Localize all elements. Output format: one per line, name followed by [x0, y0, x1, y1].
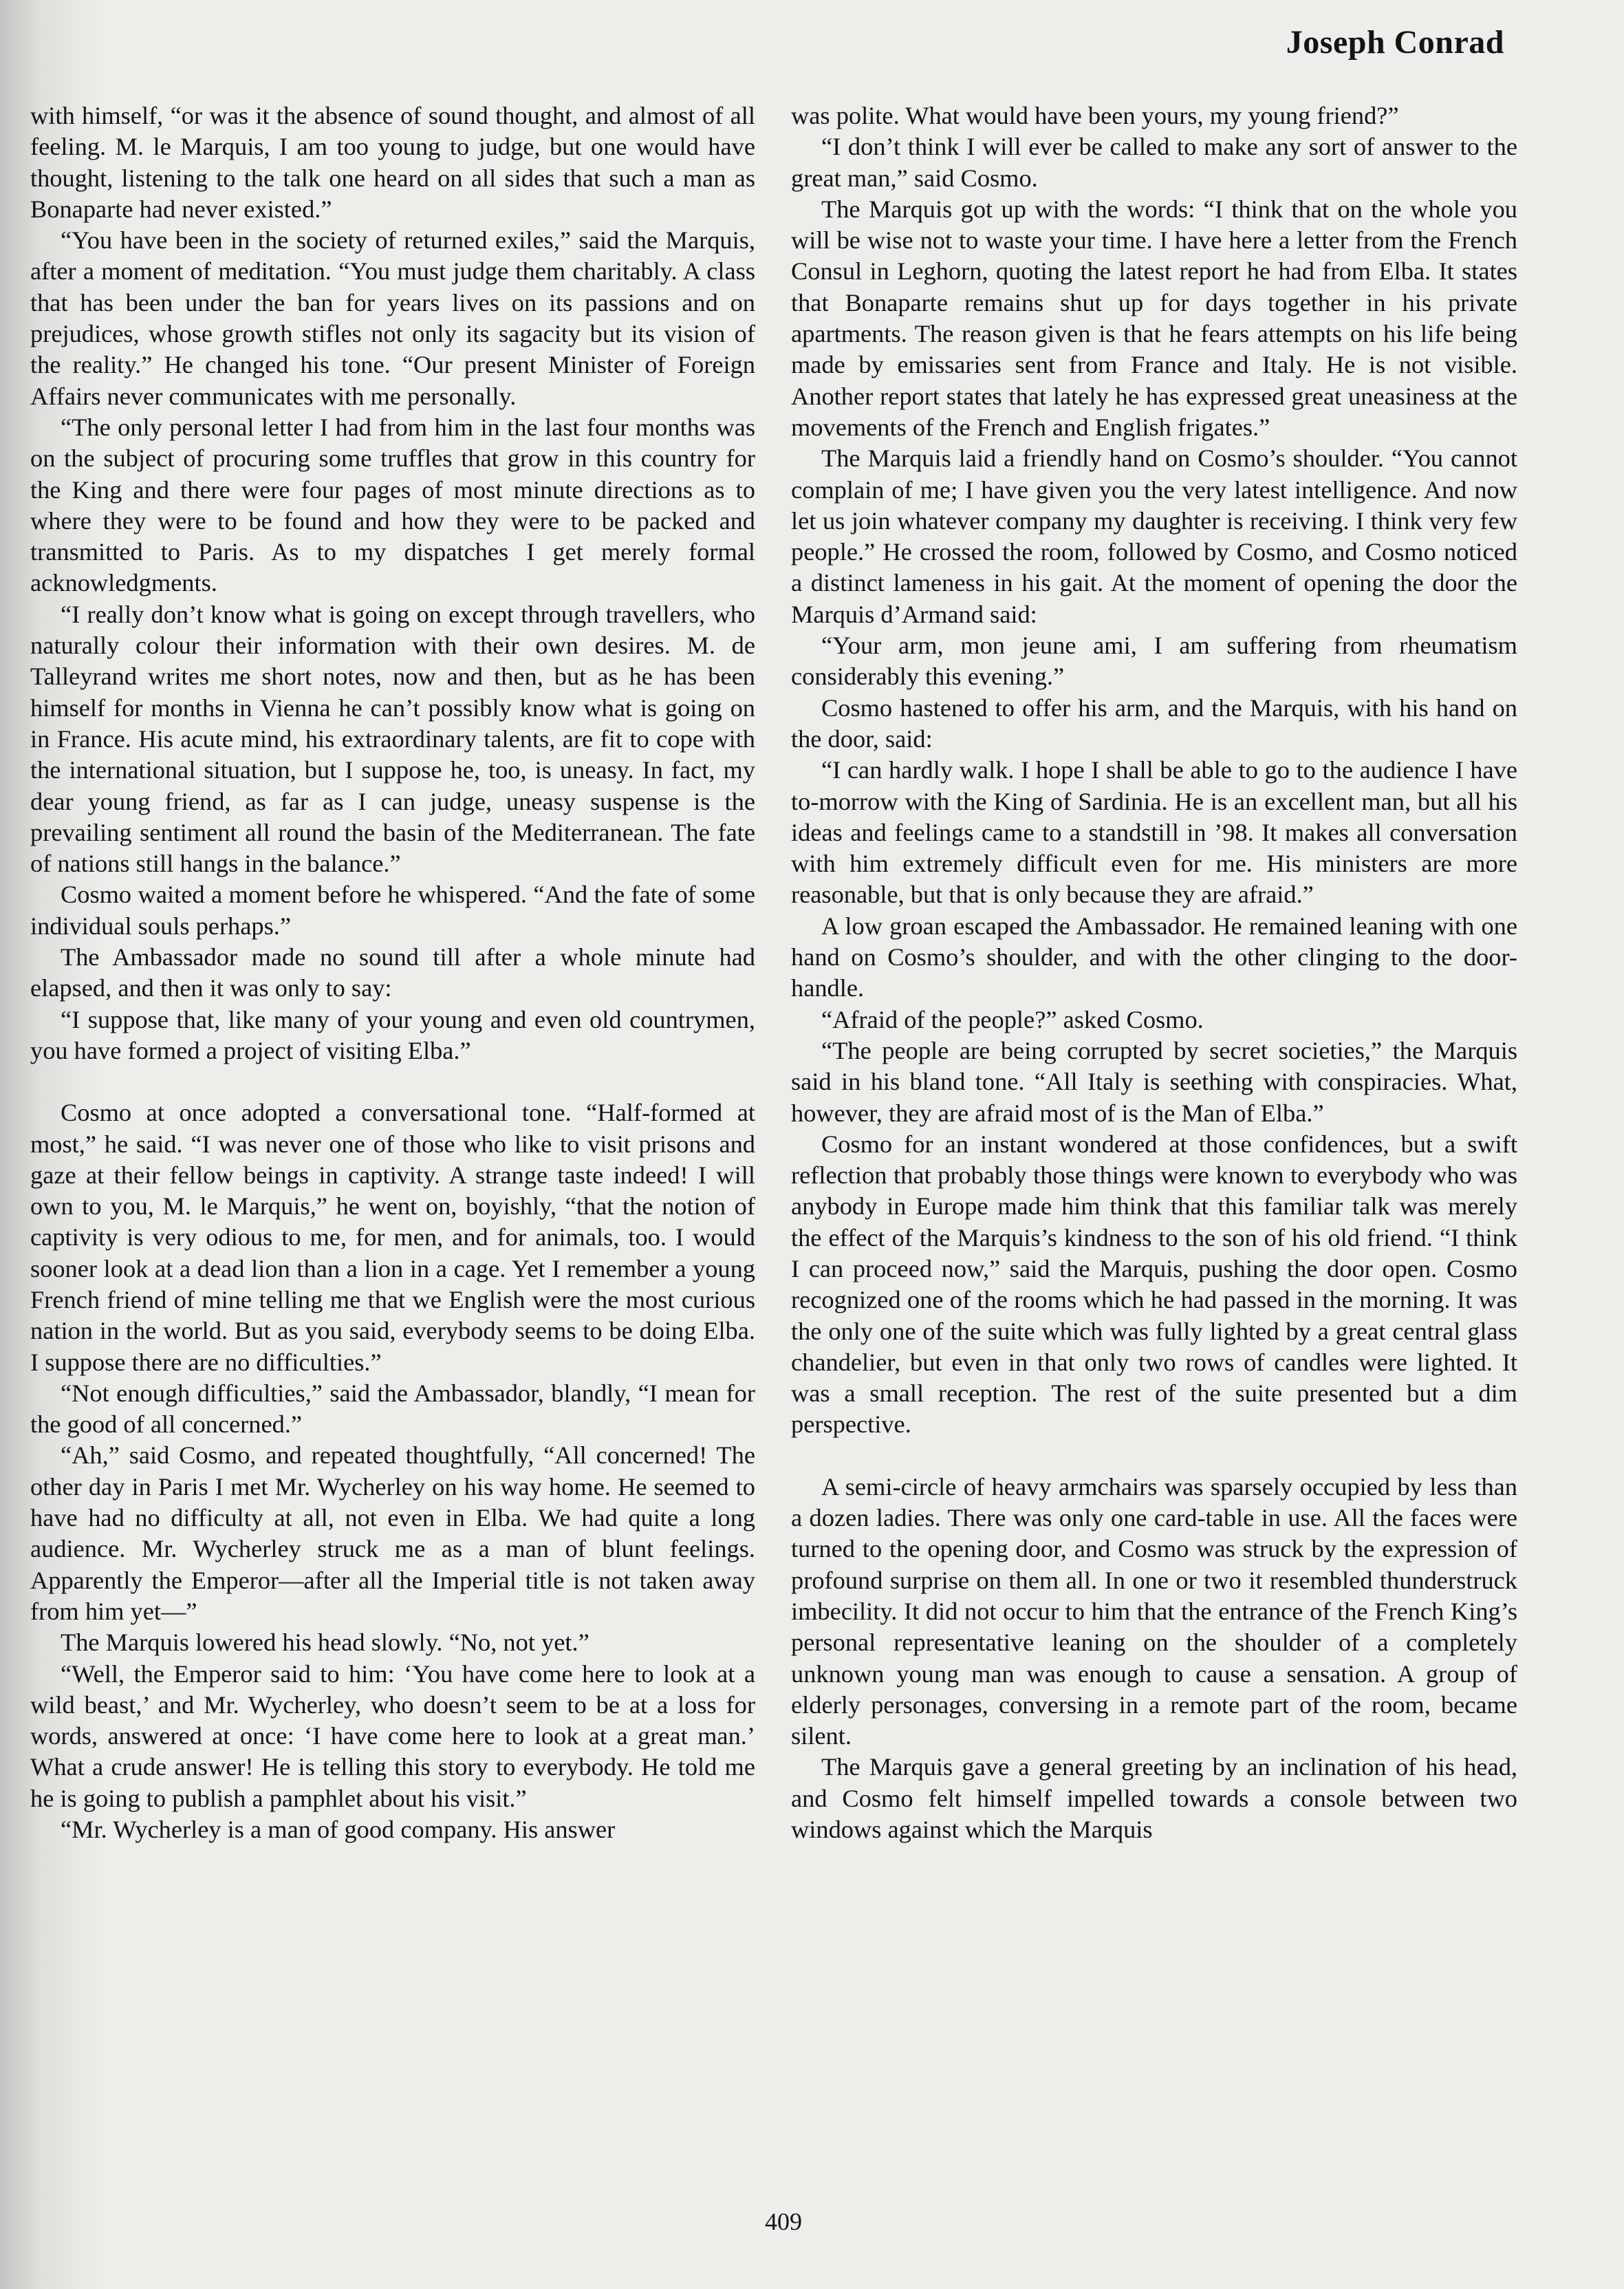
paragraph: “I suppose that, like many of your young and even old countrymen, you have formed a project of visiting Elba.” — [30, 1005, 755, 1064]
paragraph: Cosmo at once adopted a conversational tone. “Half-formed at most,” he said. “I was never one of those who like to visit prisons and gaze at their fellow beings in captivity. A strange taste indeed! I will own to you, M. le Marquis,” he went on, boyishly, “that the notion of captivity is very odious to me, for men, and for animals, too. I would sooner look at a dead lion than a lion in a cage. Yet I remember a young French friend of mine telling me that we English were the most curious nation in the world. But as you said, everybody seems to be doing Elba. I suppose there are no difficulties.” — [30, 1099, 755, 1376]
left-column — [30, 100, 755, 1845]
running-head: Joseph Conrad — [1286, 24, 1504, 61]
paragraph: Cosmo for an instant wondered at those confidences, but a swift reflection that probably those things were known to everybody who was anybody in Europe made him think that this familiar talk was merely the effect of the Marquis’s kindness to the son of his old friend. “I think I can proceed now,” said the Marquis, pushing the door open. Cosmo recognized one of the rooms which he had passed in the morning. It was the only one of the suite which was fully lighted by a great central glass chandelier, but even in that only two rows of candles were lighted. It was a small reception. The rest of the suite presented but a dim perspective. — [791, 1130, 1517, 1439]
paragraph: “The people are being corrupted by secret societies,” the Marquis said in his bland tone. “All Italy is seething with conspiracies. What, however, they are afraid most of is the Man of Elba.” — [791, 1036, 1517, 1127]
paragraph: “Ah,” said Cosmo, and repeated thoughtfully, “All concerned! The other day in Paris I met Mr. Wycherley on his way home. He seemed to have had no difficulty at all, not even in Elba. We had quite a long audience. Mr. Wycherley struck me as a man of blunt feelings. Apparently the Emperor—after all the Imperial title is not taken away from him yet—” — [30, 1441, 755, 1625]
paragraph: The Marquis lowered his head slowly. “No, not yet.” — [61, 1629, 589, 1657]
paragraph: “I can hardly walk. I hope I shall be able to go to the audience I have to-morrow with the King of Sardinia. He is an excellent man, but all his ideas and feelings came to a standstill in ’98. It makes all conversation with him extremely difficult even for me. His ministers are more reasonable, but that is only because they are afraid.” — [791, 756, 1517, 909]
paragraph: “Your arm, mon jeune ami, I am suffering from rheumatism considerably this evening.” — [791, 632, 1517, 691]
paragraph: was polite. What would have been yours, my young friend?” — [791, 102, 1399, 129]
paragraph: “I don’t think I will ever be called to make any sort of answer to the great man,” said Cosmo. — [791, 133, 1517, 192]
paragraph: “Not enough difficulties,” said the Ambassador, blandly, “I mean for the good of all concerned.” — [30, 1379, 755, 1439]
paragraph: “Well, the Emperor said to him: ‘You have come here to look at a wild beast,’ and Mr. Wycherley, who doesn’t seem to be at a loss for words, answered at once: ‘I have come here to look at a great man.’ What a crude answer! He is telling this story to everybody. He told me he is going to publish a pamphlet about his visit.” — [30, 1659, 755, 1812]
paragraph: The Ambassador made no sound till after a whole minute had elapsed, and then it was only to say: — [30, 943, 755, 1002]
paragraph: “Mr. Wycherley is a man of good company. His answer — [61, 1816, 616, 1844]
paragraph: The Marquis laid a friendly hand on Cosmo’s shoulder. “You cannot complain of me; I have given you the very latest intelligence. And now let us join whatever company my daughter is receiving. I think very few people.” He crossed the room, followed by Cosmo, and Cosmo noticed a distinct lameness in his gait. At the moment of opening the door the Marquis d’Armand said: — [791, 444, 1517, 628]
paragraph: Cosmo hastened to offer his arm, and the Marquis, with his hand on the door, said: — [791, 694, 1517, 753]
paragraph: The Marquis got up with the words: “I think that on the whole you will be wise not to waste your time. I have here a letter from the French Consul in Leghorn, quoting the latest report he had from Elba. It states that Bonaparte remains shut up for days together in his private apartments. The reason given is that he fears attempts on his life being made by emissaries sent from France and Italy. He is not visible. Another report states that lately he has expressed great uneasiness at the movements of the French and English frigates.” — [791, 195, 1517, 441]
paragraph: “The only personal letter I had from him in the last four months was on the subject of procuring some truffles that grow in this country for the King and there were four pages of most minute directions as to where they were to be found and how they were to be packed and transmitted to Paris. As to my dispatches I get merely formal acknowledgments. — [30, 413, 755, 597]
paragraph: The Marquis gave a general greeting by an inclination of his head, and Cosmo felt himself impelled towards a console between two windows against which the Marquis — [791, 1753, 1517, 1844]
paragraph: “Afraid of the people?” asked Cosmo. — [821, 1005, 1204, 1033]
paragraph: “I really don’t know what is going on except through travellers, who naturally colour their information with their own desires. M. de Talleyrand writes me short notes, now and then, but as he has been himself for months in Vienna he can’t possibly know what is going on in France. His acute mind, his extraordinary talents, are fit to cope with the international situation, but I suppose he, too, is uneasy. In fact, my dear young friend, as far as I can judge, uneasy suspense is the prevailing sentiment all round the basin of the Mediterranean. The fate of nations still hangs in the balance.” — [30, 600, 755, 878]
page-number: 409 — [765, 2208, 802, 2235]
paragraph: with himself, “or was it the absence of sound thought, and almost of all feeling. M. le Marquis, I am too young to judge, but one would have thought, listening to the talk one heard on all sides that such a man as Bonaparte had never existed.” — [30, 102, 755, 223]
paragraph: A semi-circle of heavy armchairs was sparsely occupied by less than a dozen ladies. There was only one card-table in use. All the faces were turned to the opening door, and Cosmo was struck by the expression of profound surprise on them all. In one or two it resembled thunderstruck imbecility. It did not occur to him that the entrance of the French King’s personal representative leaning on the shoulder of a completely unknown young man was enough to cause a sensation. A group of elderly personages, conversing in a remote part of the room, became silent. — [791, 1472, 1517, 1750]
paragraph: A low groan escaped the Ambassador. He remained leaning with one hand on Cosmo’s shoulder, and with the other clinging to the door-handle. — [791, 912, 1517, 1002]
paragraph: Cosmo waited a moment before he whispered. “And the fate of some individual souls perhaps.” — [30, 881, 755, 940]
paragraph: “You have been in the society of returned exiles,” said the Marquis, after a moment of meditation. “You must judge them charitably. A class that has been under the ban for years lives on its passions and on prejudices, whose growth stifles not only its sagacity but its vision of the reality.” He changed his tone. “Our present Minister of Foreign Affairs never communicates with me personally. — [30, 226, 755, 410]
right-column — [791, 100, 1517, 1845]
